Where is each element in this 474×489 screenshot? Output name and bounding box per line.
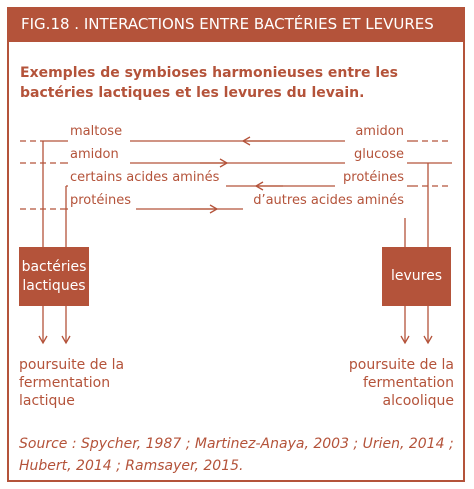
yeast-outcome-line2: fermentation (362, 375, 454, 391)
label-autres-acides-amines: d’autres acides aminés (253, 193, 404, 208)
yeast-box (382, 247, 451, 306)
label-amidon-source: amidon (355, 124, 404, 139)
label-maltose: maltose (70, 124, 123, 139)
label-certains-acides-amines: certains acides aminés (70, 170, 220, 185)
label-proteines: protéines (70, 193, 131, 208)
figure-subtitle: Exemples de symbioses harmonieuses entre les bactéries lactiques et les levures du levain. (20, 65, 398, 101)
label-amidon: amidon (70, 147, 119, 162)
bacteria-outcome (19, 356, 124, 410)
bacteria-box-label-line1: bactéries (21, 258, 87, 275)
bacteria-outcome-line3: lactique (19, 393, 75, 409)
figure-title: FIG.18 . INTERACTIONS ENTRE BACTÉRIES ET LEVURES (7, 7, 465, 42)
yeast-outcome-line1: poursuite de la (348, 357, 454, 373)
source-line1: Source : Spycher, 1987 ; Martinez-Anaya, 2003 ; Urien, 2014 ; (19, 436, 454, 452)
label-proteines-source: protéines (343, 170, 404, 185)
bacteria-box (19, 247, 89, 306)
bacteria-outcome-line2: fermentation (19, 375, 111, 391)
source-line2: Hubert, 2014 ; Ramsayer, 2015. (19, 458, 244, 474)
bacteria-outcome-line1: poursuite de la (19, 357, 125, 373)
source-citation (19, 433, 459, 477)
yeast-outcome-line3: alcoolique (382, 393, 454, 409)
yeast-outcome (349, 356, 454, 410)
yeast-box-label: levures (390, 268, 443, 284)
bacteria-box-label-line2: lactiques (22, 277, 86, 294)
label-glucose: glucose (354, 147, 404, 162)
